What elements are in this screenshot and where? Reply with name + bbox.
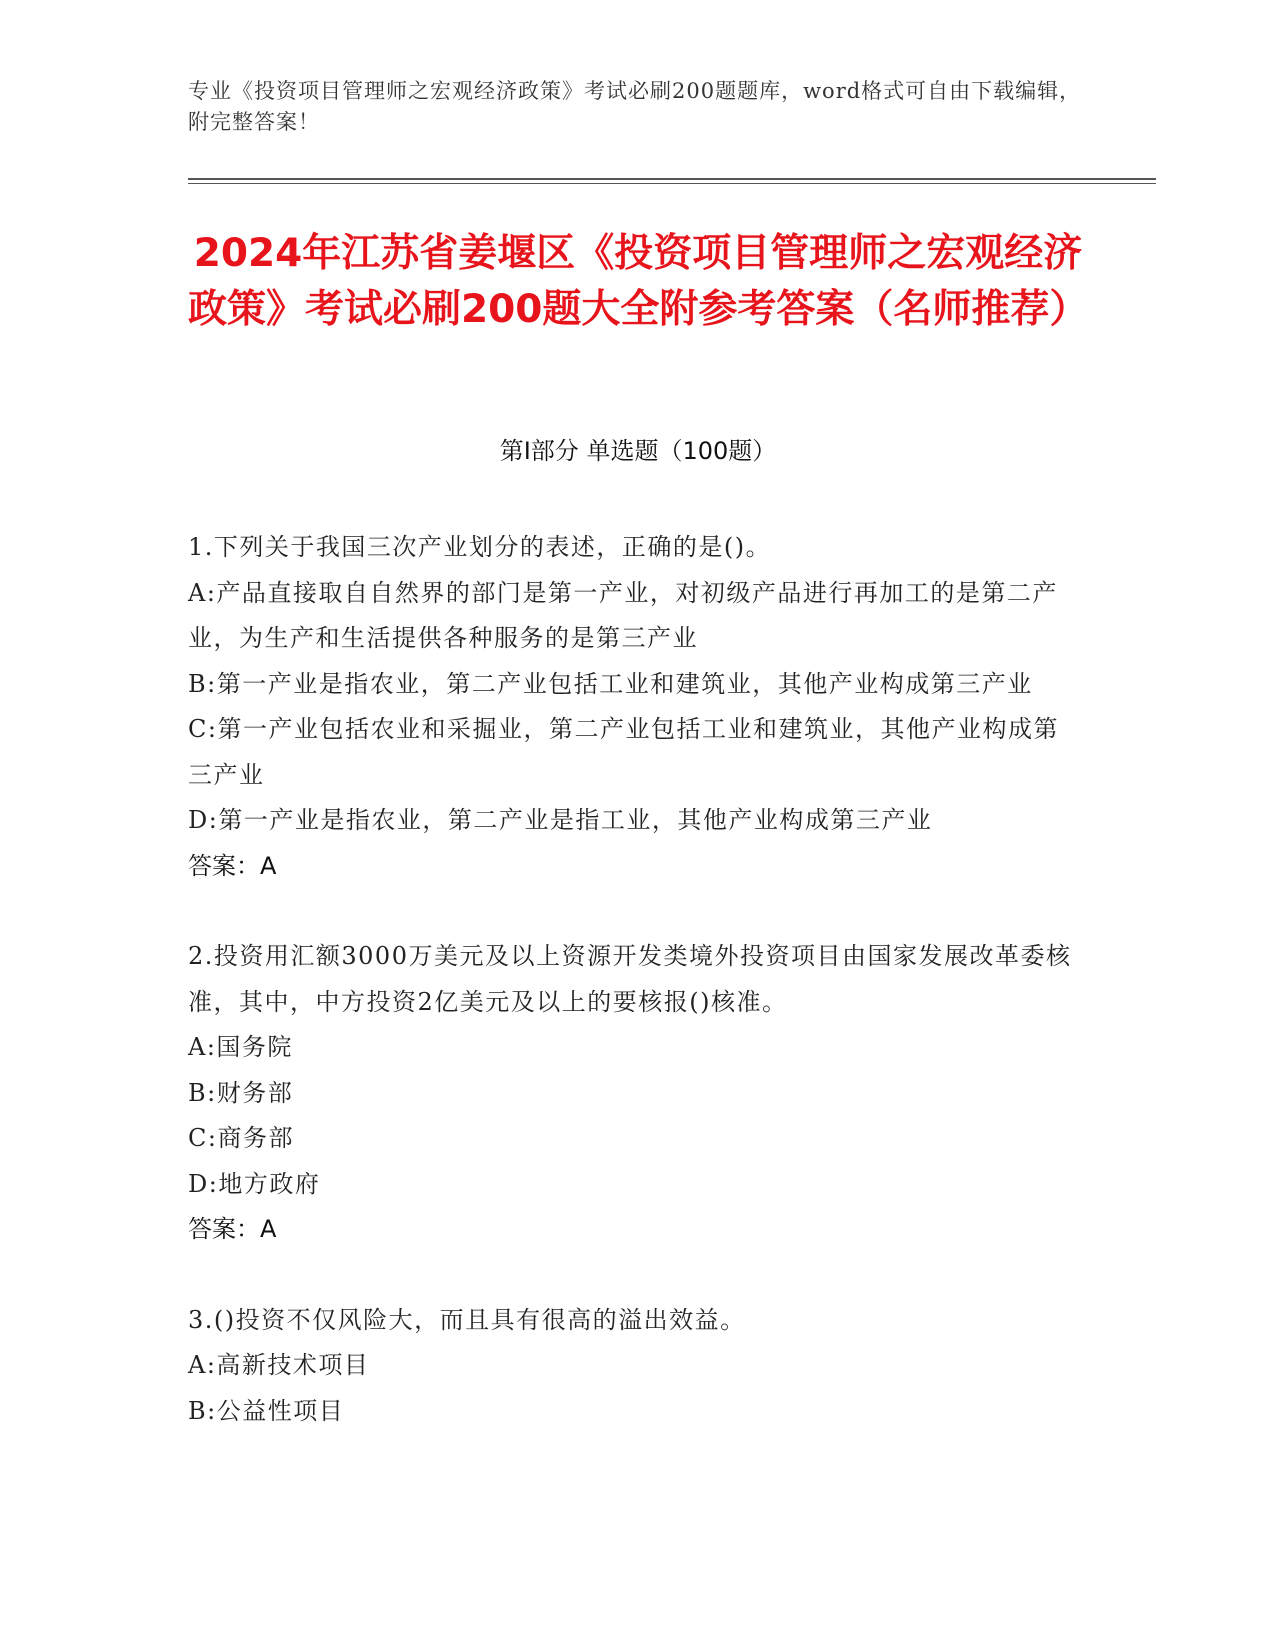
question-stem: 2.投资用汇额3000万美元及以上资源开发类境外投资项目由国家发展改革委核准，其中，中方投资2亿美元及以上的要核报()核准。 xyxy=(188,942,1072,1016)
section-heading: 第I部分 单选题（100题） xyxy=(499,437,777,465)
question-stem: 3.()投资不仅风险大，而且具有很高的溢出效益。 xyxy=(188,1305,746,1334)
header-divider-thick xyxy=(188,178,1156,180)
document-title: 2024年江苏省姜堰区《投资项目管理师之宏观经济政策》考试必刷200题大全附参考答案（名师推荐） xyxy=(188,231,1089,332)
answer-label: 答案： xyxy=(188,1215,260,1243)
option-b: B:财务部 xyxy=(188,1078,294,1107)
answer-label: 答案： xyxy=(188,851,260,880)
option-c: C:第一产业包括农业和采掘业，第二产业包括工业和建筑业，其他产业构成第三产业 xyxy=(188,715,1059,789)
option-c: C:商务部 xyxy=(188,1124,294,1152)
answer-value: A xyxy=(260,851,277,880)
question-3 xyxy=(188,1298,1078,1435)
option-b: B:第一产业是指农业，第二产业包括工业和建筑业，其他产业构成第三产业 xyxy=(188,669,1033,698)
option-a: A:国务院 xyxy=(188,1033,293,1061)
answer-line xyxy=(188,1207,1078,1253)
header-note: 专业《投资项目管理师之宏观经济政策》考试必刷200题题库，word格式可自由下载编辑，附完整答案！ xyxy=(188,79,1082,134)
option-b: B:公益性项目 xyxy=(188,1396,345,1425)
question-2 xyxy=(188,934,1078,1253)
answer-value: A xyxy=(260,1215,277,1243)
question-stem: 1.下列关于我国三次产业划分的表述，正确的是()。 xyxy=(188,533,772,561)
answer-line xyxy=(188,844,1078,890)
option-a: A:产品直接取自自然界的部门是第一产业，对初级产品进行再加工的是第二产业，为生产和生活提供各种服务的是第三产业 xyxy=(188,578,1058,652)
question-list xyxy=(188,525,1078,1479)
question-1 xyxy=(188,525,1078,889)
header-divider-thin xyxy=(188,183,1156,184)
option-d: D:第一产业是指农业，第二产业是指工业，其他产业构成第三产业 xyxy=(188,806,933,834)
option-a: A:高新技术项目 xyxy=(188,1351,370,1379)
option-d: D:地方政府 xyxy=(188,1169,321,1198)
